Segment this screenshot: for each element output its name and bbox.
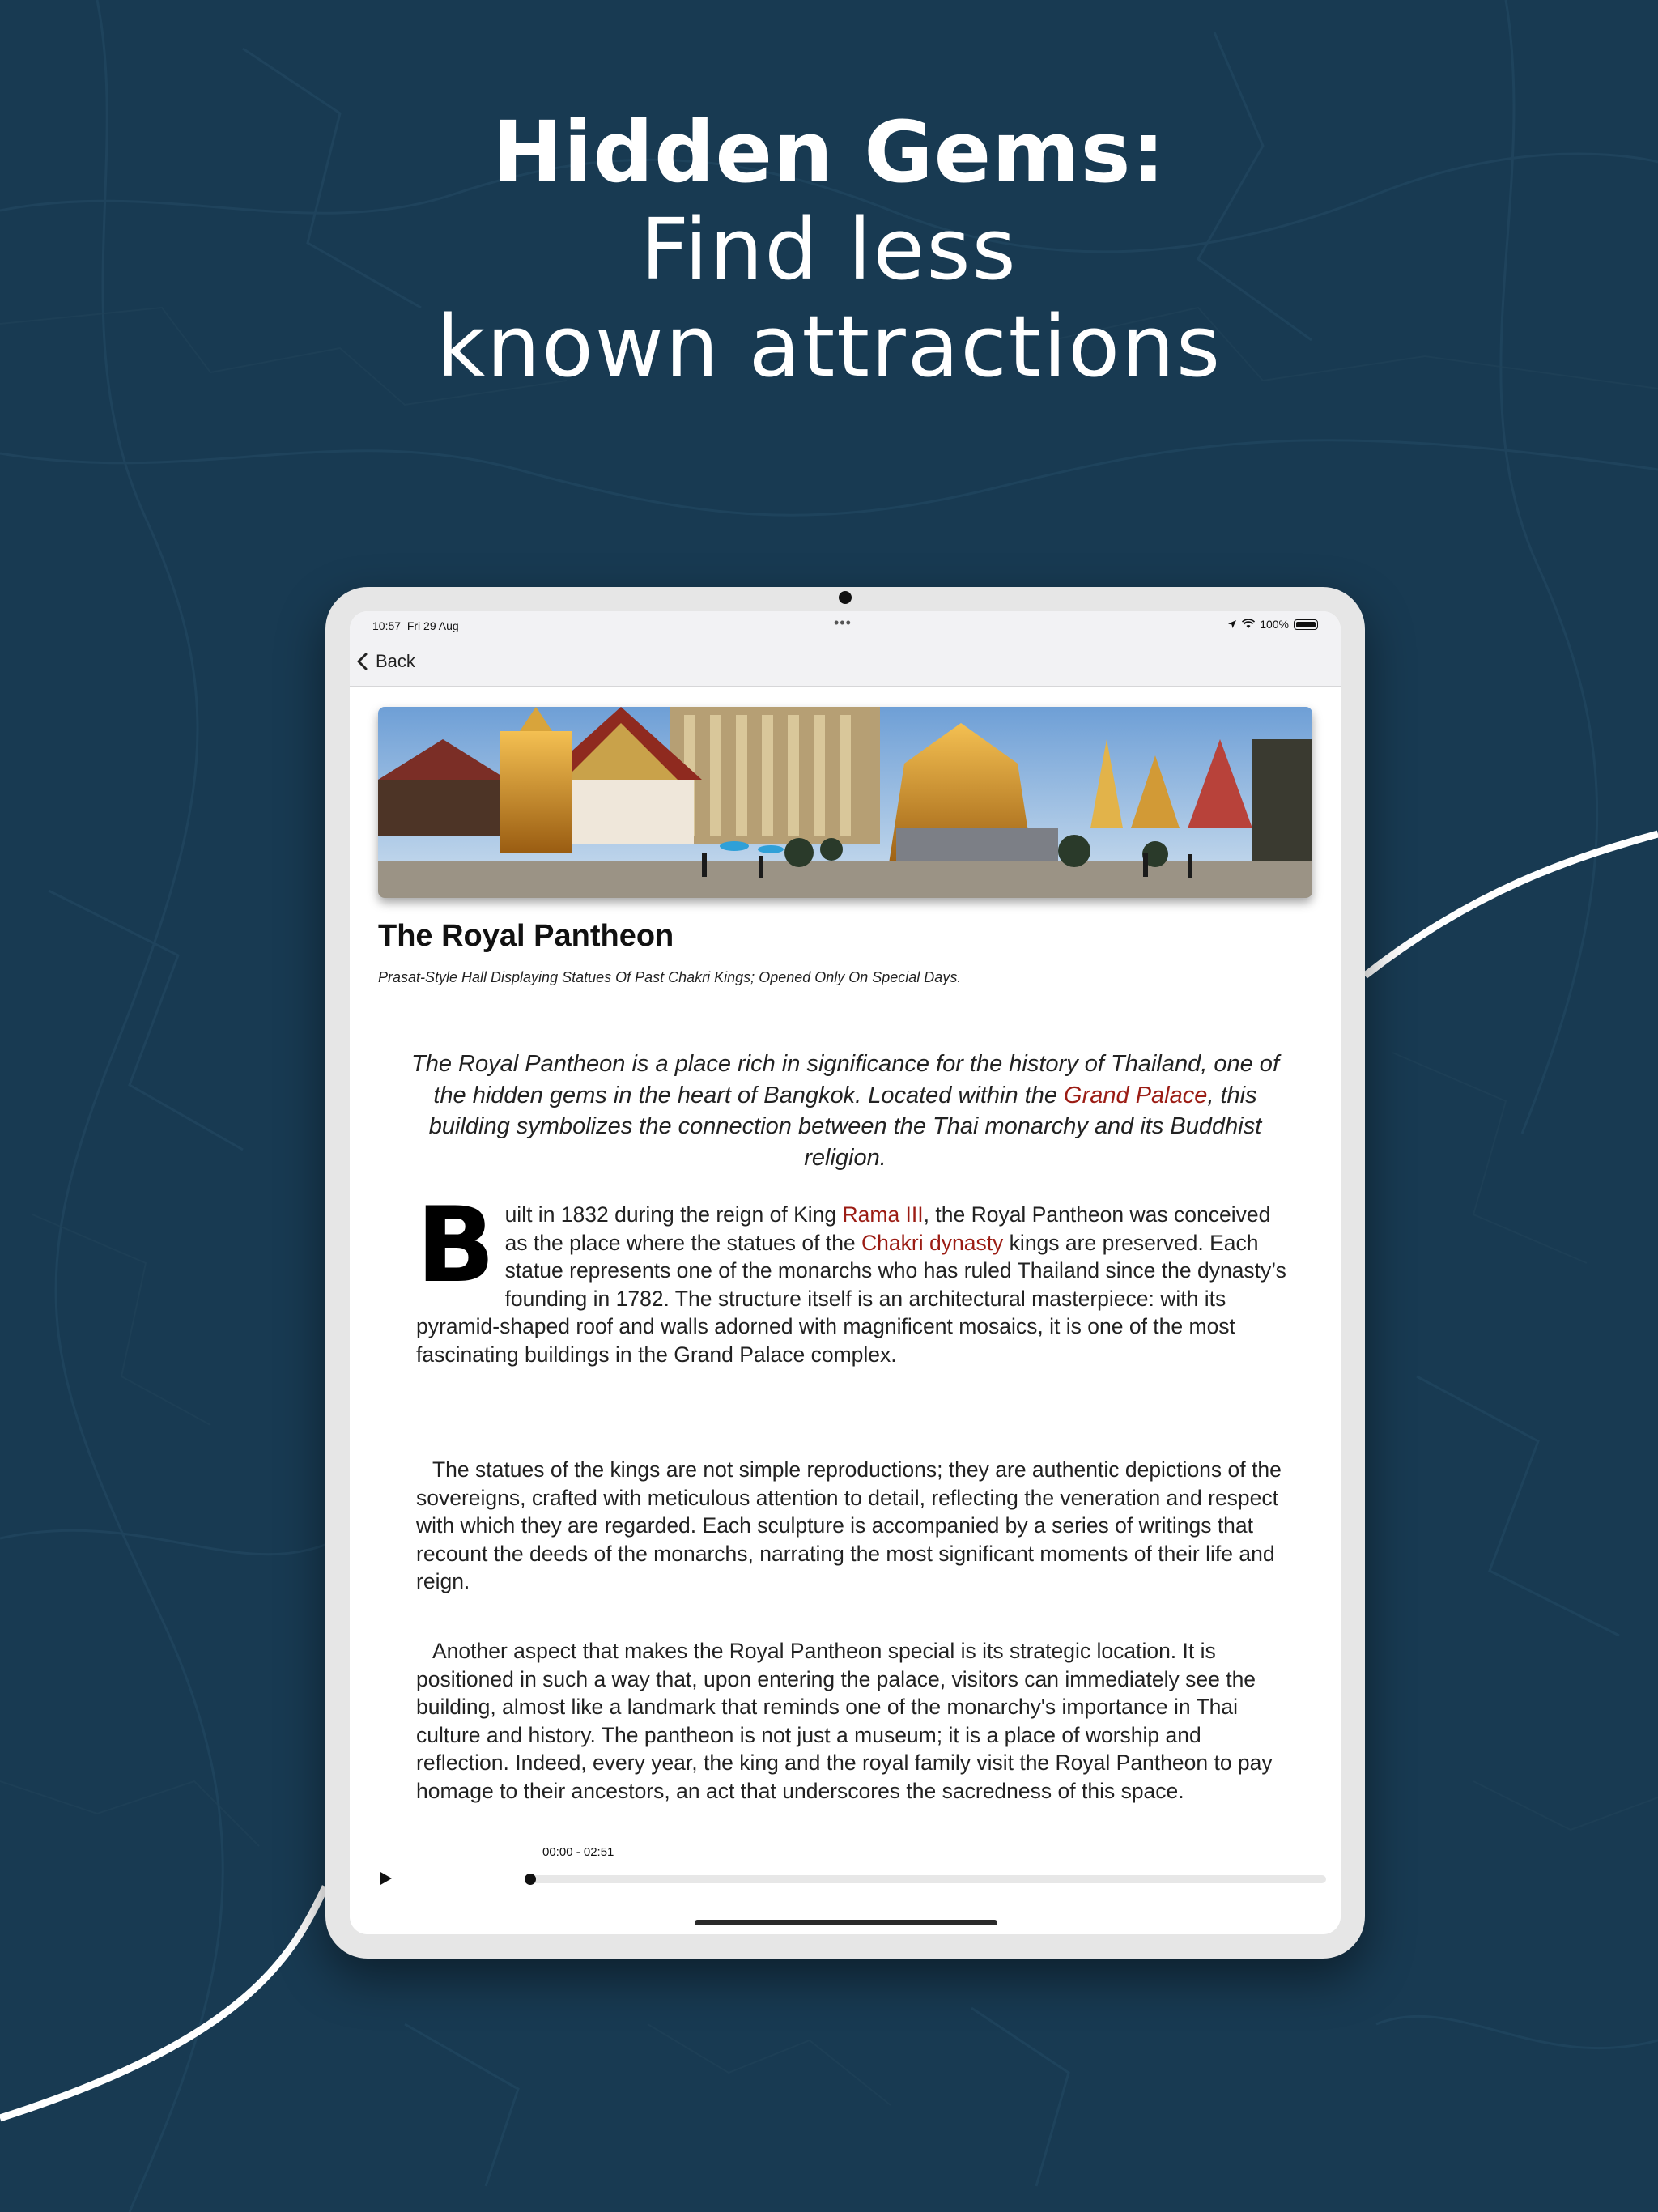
article-paragraph-3: Another aspect that makes the Royal Pantheon special is its strategic location. It is positioned in such a way that, upon entering the palace, visitors can immediately see the building, almost like a landmark that reminds one of the monarchy's importance in Thai culture and history. The pantheon is not just a museum; it is a place of worship and reflection. Indeed, every year, the king and the royal family visit the Royal Pantheon to pay homage to their ancestors, an act that underscores the sacredness of this space. bbox=[416, 1639, 1273, 1803]
chakri-dynasty-link[interactable]: Chakri dynasty bbox=[861, 1230, 1004, 1255]
hero-image bbox=[378, 707, 1312, 898]
headline bbox=[0, 104, 1658, 395]
paragraph-1-text-b: , the Royal Pantheon was conceived as the place where the statues of the bbox=[504, 1202, 1271, 1255]
battery-percent: 100% bbox=[1260, 618, 1289, 631]
intro-text-part1: The Royal Pantheon is a place rich in significance for the history of Thailand, one of the hidden gems in the heart of Bangkok. Located within the bbox=[411, 1051, 1279, 1108]
app-screen bbox=[350, 611, 1341, 1934]
headline-title: Hidden Gems: bbox=[491, 103, 1167, 202]
status-bar bbox=[350, 611, 1341, 639]
intro-text bbox=[408, 1049, 1282, 1173]
paragraph-1-text-a: uilt in 1832 during the reign of King bbox=[504, 1202, 843, 1227]
back-label: Back bbox=[376, 651, 415, 671]
scrubber-thumb[interactable] bbox=[525, 1874, 536, 1885]
tablet-device bbox=[325, 587, 1365, 1959]
temple-photo bbox=[378, 707, 1312, 898]
headline-subtitle-line1: Find less bbox=[640, 200, 1018, 299]
status-clock: 10:57 bbox=[372, 619, 402, 632]
wifi-icon bbox=[1242, 619, 1255, 629]
multitasking-dots-icon[interactable]: ••• bbox=[834, 615, 852, 631]
play-icon[interactable] bbox=[376, 1869, 395, 1888]
headline-subtitle-line2: known attractions bbox=[436, 297, 1222, 396]
place-subtitle: Prasat-Style Hall Displaying Statues Of Past Chakri Kings; Opened Only On Special Days. bbox=[378, 969, 962, 985]
back-button[interactable] bbox=[355, 645, 415, 678]
place-title: The Royal Pantheon bbox=[378, 919, 674, 953]
intro-text-part2: , this building symbolizes the connection between the Thai monarchy and its Buddhist religion. bbox=[428, 1082, 1262, 1171]
grand-palace-link[interactable]: Grand Palace bbox=[1064, 1082, 1208, 1108]
home-indicator[interactable] bbox=[695, 1920, 997, 1925]
playback-scrubber[interactable] bbox=[526, 1875, 1326, 1883]
rama-iii-link[interactable]: Rama III bbox=[842, 1202, 924, 1227]
battery-icon bbox=[1294, 619, 1318, 630]
chevron-left-icon bbox=[355, 652, 371, 671]
article-paragraph-1 bbox=[416, 1185, 1286, 1368]
article-paragraph-2: The statues of the kings are not simple reproductions; they are authentic depictions of the sovereigns, crafted with meticulous attention to detail, reflecting the veneration and respect with which they are regarded. Each sculpture is accompanied by a series of writings that recount the deeds of the monarchs, narrating the most significant moments of their life and reign. bbox=[416, 1457, 1282, 1593]
location-arrow-icon bbox=[1227, 619, 1237, 629]
status-date: Fri 29 Aug bbox=[406, 619, 459, 632]
playback-time: 00:00 - 02:51 bbox=[542, 1845, 614, 1859]
paragraph-1-text-c: kings are preserved. Each statue represents one of the monarchs who has ruled Thailand since the dynasty’s founding in 1782. The structure itself is an architectural masterpiece: with its pyramid-shaped roof and walls adorned with magnificent mosaics, it is one of the most fascinating buildings in the Grand Palace complex. bbox=[416, 1230, 1286, 1367]
navigation-bar bbox=[350, 639, 1341, 687]
status-time bbox=[372, 619, 459, 632]
drop-cap: B bbox=[416, 1185, 495, 1306]
status-indicators bbox=[1227, 618, 1318, 631]
front-camera bbox=[839, 591, 852, 604]
